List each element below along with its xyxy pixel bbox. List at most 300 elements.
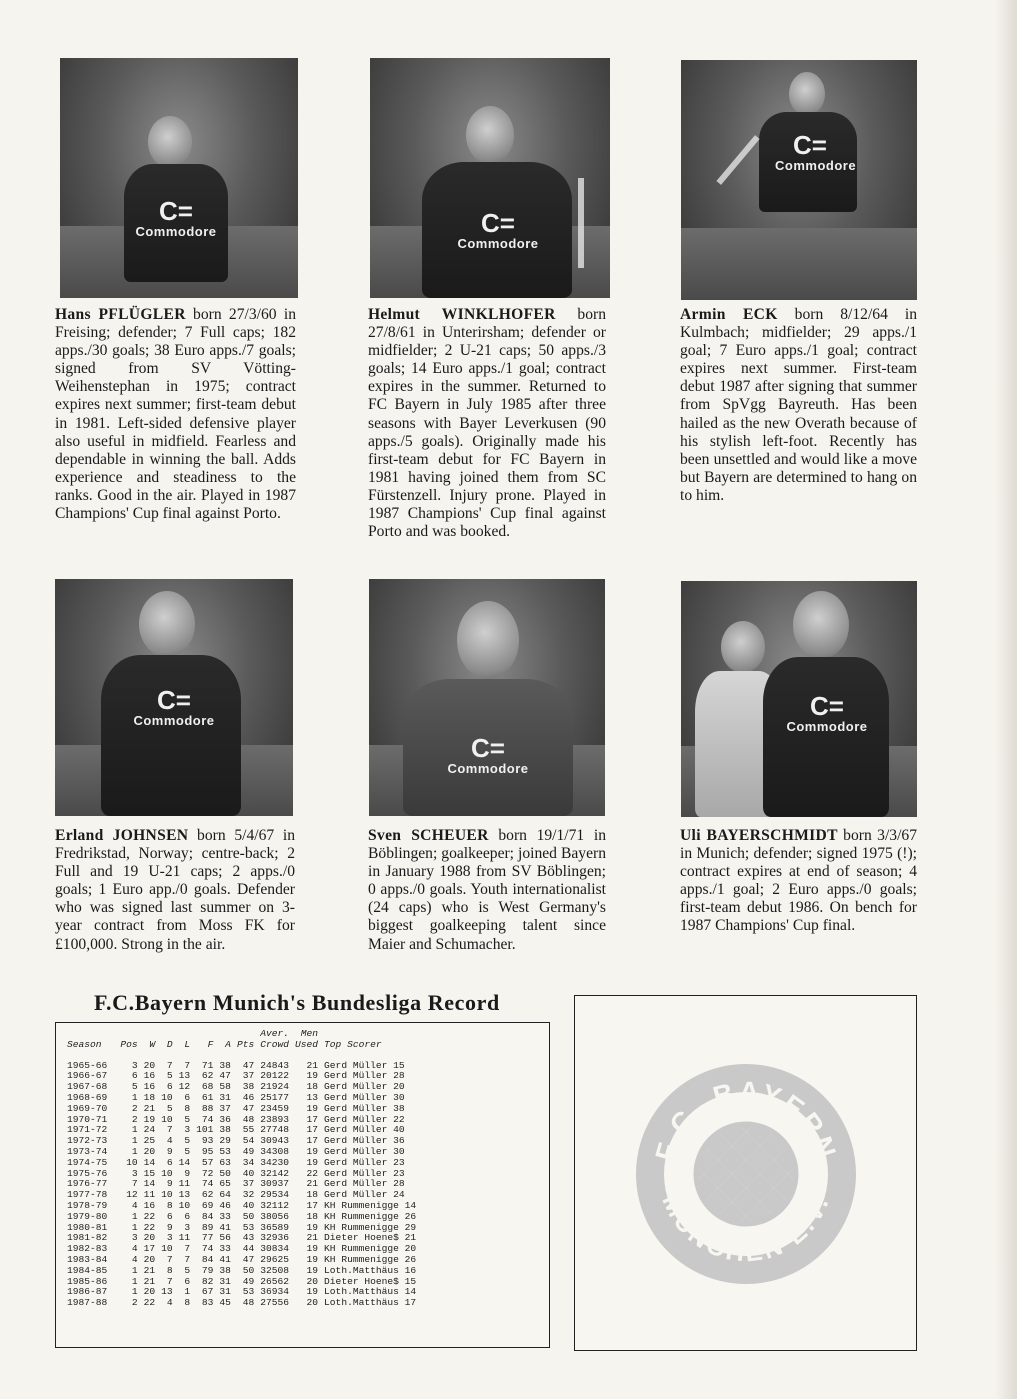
cell-a: 58: [219, 1081, 231, 1093]
cell-l: 14: [178, 1156, 191, 1168]
cell-season: 1973-74: [67, 1145, 108, 1157]
cell-pos: 1: [131, 1124, 138, 1136]
cell-crowd: 34308: [260, 1145, 290, 1157]
cell-f: 74: [201, 1243, 214, 1255]
cell-pos: 1: [131, 1210, 138, 1222]
cell-w: 17: [143, 1243, 156, 1255]
player-bio-text: born 3/3/67 in Munich; defender; signed 1975 (!); contract expires at end of season; 4 apps./1 goal; 2 Euro apps./0 goals; first-team debut 1986. On bench for 1987 Champions' Cup final.: [680, 827, 917, 935]
bio-bayerschmidt: [680, 827, 917, 936]
cell-l: 7: [184, 1253, 191, 1265]
cell-l: 8: [184, 1297, 191, 1309]
cell-a: 31: [219, 1091, 231, 1103]
cell-pos: 1: [131, 1275, 138, 1287]
cell-d: 10: [161, 1091, 173, 1103]
cell-used: 17: [306, 1113, 319, 1125]
header-pos: Pos: [120, 1038, 138, 1050]
cell-w: 20: [143, 1286, 156, 1298]
player-bio-text: born 5/4/67 in Fredrikstad, Norway; centre-back; 2 Full and 19 U-21 caps; 2 apps./0 goals; 1 Euro app./0 goals. Defender who was signed last summer on 3-year contract from Moss FK for £100,000. Strong in the air.: [55, 827, 295, 953]
cell-top-scorer: Gerd Müller 30: [324, 1091, 405, 1103]
table-row: [64, 1104, 419, 1115]
record-table: [64, 1029, 419, 1309]
cell-used: 17: [306, 1135, 319, 1147]
cell-a: 38: [219, 1059, 231, 1071]
sleeve-stripe: [716, 135, 759, 185]
cell-pts: 53: [242, 1221, 255, 1233]
background-player-head: [721, 621, 765, 673]
player-head: [457, 601, 519, 679]
cell-top-scorer: KH Rummenigge 20: [324, 1243, 417, 1255]
cell-pts: 44: [242, 1243, 255, 1255]
table-row: [64, 1158, 419, 1169]
cell-d: 9: [166, 1145, 173, 1157]
cell-top-scorer: KH Rummenigge 26: [324, 1253, 417, 1265]
cell-w: 11: [143, 1189, 156, 1201]
cell-d: 3: [166, 1232, 173, 1244]
cell-pos: 1: [131, 1264, 138, 1276]
cell-w: 14: [143, 1178, 156, 1190]
cell-season: 1976-77: [67, 1178, 108, 1190]
cell-f: 62: [201, 1070, 214, 1082]
cell-f: 93: [201, 1135, 214, 1147]
cell-w: 22: [143, 1297, 156, 1309]
cell-a: 31: [219, 1286, 231, 1298]
cell-pts: 47: [242, 1059, 255, 1071]
cell-top-scorer: KH Rummenigge 14: [324, 1199, 417, 1211]
player-name: Erland JOHNSEN: [55, 827, 189, 844]
cell-l: 6: [184, 1275, 191, 1287]
cell-a: 37: [219, 1102, 231, 1114]
cell-pts: 55: [242, 1124, 255, 1136]
cell-w: 22: [143, 1221, 156, 1233]
cell-top-scorer: Gerd Müller 38: [324, 1102, 405, 1114]
cell-pts: 49: [242, 1145, 255, 1157]
crest-box: [574, 995, 917, 1351]
cell-d: 8: [166, 1199, 173, 1211]
cell-a: 47: [219, 1070, 231, 1082]
cell-pts: 49: [242, 1275, 255, 1287]
cell-f: 77: [201, 1232, 214, 1244]
cell-f: 74: [201, 1113, 214, 1125]
cell-a: 29: [219, 1135, 231, 1147]
header-crowd: Crowd: [260, 1038, 290, 1050]
photo-bayerschmidt: [681, 581, 917, 817]
cell-d: 8: [166, 1264, 173, 1276]
cell-d: 10: [161, 1113, 173, 1125]
cell-d: 4: [166, 1297, 173, 1309]
cell-f: 74: [201, 1178, 214, 1190]
cell-top-scorer: KH Rummenigge 29: [324, 1221, 417, 1233]
cell-pts: 53: [242, 1286, 255, 1298]
cell-f: 95: [201, 1145, 214, 1157]
cell-top-scorer: Gerd Müller 40: [324, 1124, 405, 1136]
header-season: Season: [67, 1038, 102, 1050]
shirt-logo: C= Commodore: [133, 685, 215, 729]
cell-top-scorer: Dieter Hoene$ 21: [324, 1232, 417, 1244]
cell-l: 13: [178, 1189, 191, 1201]
cell-l: 5: [184, 1145, 191, 1157]
cell-l: 5: [184, 1113, 191, 1125]
cell-pos: 2: [131, 1102, 138, 1114]
cell-season: 1983-84: [67, 1253, 108, 1265]
header-men: Men: [300, 1028, 319, 1039]
cell-used: 13: [306, 1091, 319, 1103]
cell-a: 53: [219, 1145, 231, 1157]
bio-scheuer: [368, 827, 606, 954]
shirt-logo: C= Commodore: [447, 733, 529, 777]
cell-d: 4: [166, 1135, 173, 1147]
cell-crowd: 21924: [260, 1081, 290, 1093]
cell-l: 9: [184, 1167, 191, 1179]
header-l: L: [184, 1038, 191, 1050]
cell-top-scorer: Gerd Müller 28: [324, 1070, 405, 1082]
bio-winklhofer: [368, 306, 606, 541]
cell-used: 19: [306, 1243, 319, 1255]
cell-season: 1966-67: [67, 1070, 108, 1082]
cell-used: 19: [306, 1156, 319, 1168]
cell-a: 50: [219, 1167, 231, 1179]
cell-season: 1981-82: [67, 1232, 108, 1244]
cell-crowd: 23459: [260, 1102, 290, 1114]
cell-crowd: 32112: [260, 1199, 290, 1211]
cell-crowd: 29534: [260, 1189, 290, 1201]
cell-season: 1970-71: [67, 1113, 108, 1125]
cell-l: 13: [178, 1070, 191, 1082]
cell-a: 33: [219, 1243, 231, 1255]
cell-season: 1971-72: [67, 1124, 108, 1136]
cell-w: 19: [143, 1113, 156, 1125]
player-head: [789, 72, 825, 116]
header-top-scorer: Top Scorer: [324, 1038, 382, 1050]
cell-season: 1974-75: [67, 1156, 108, 1168]
cell-crowd: 30834: [260, 1243, 290, 1255]
player-name: Hans PFLÜGLER: [55, 306, 186, 323]
cell-d: 10: [161, 1243, 173, 1255]
cell-top-scorer: Gerd Müller 23: [324, 1156, 405, 1168]
cell-crowd: 38056: [260, 1210, 290, 1222]
bio-pflugler: [55, 306, 296, 523]
cell-top-scorer: Gerd Müller 23: [324, 1167, 405, 1179]
cell-w: 16: [143, 1199, 156, 1211]
cell-top-scorer: Loth.Matthäus 17: [324, 1297, 417, 1309]
cell-d: 10: [161, 1189, 173, 1201]
cell-used: 19: [306, 1221, 319, 1233]
cell-season: 1977-78: [67, 1189, 108, 1201]
cell-season: 1982-83: [67, 1243, 108, 1255]
bio-johnsen: [55, 827, 295, 954]
cell-a: 38: [219, 1264, 231, 1276]
header-w: W: [149, 1038, 156, 1050]
cell-a: 46: [219, 1199, 231, 1211]
cell-top-scorer: Loth.Matthäus 14: [324, 1286, 417, 1298]
cell-season: 1975-76: [67, 1167, 108, 1179]
cell-pos: 1: [131, 1135, 138, 1147]
cell-pos: 2: [131, 1113, 138, 1125]
cell-used: 19: [306, 1070, 319, 1082]
cell-used: 18: [306, 1081, 319, 1093]
player-name: Uli BAYERSCHMIDT: [680, 827, 838, 844]
cell-top-scorer: KH Rummenigge 26: [324, 1210, 417, 1222]
cell-crowd: 29625: [260, 1253, 290, 1265]
cell-d: 7: [166, 1275, 173, 1287]
cell-d: 5: [166, 1102, 173, 1114]
table-row: [64, 1212, 419, 1223]
cell-l: 5: [184, 1135, 191, 1147]
player-head: [793, 591, 849, 659]
cell-l: 11: [178, 1178, 191, 1190]
cell-used: 18: [306, 1210, 319, 1222]
cell-f: 61: [201, 1091, 214, 1103]
cell-a: 65: [219, 1178, 231, 1190]
cell-pos: 1: [131, 1286, 138, 1298]
header-d: D: [166, 1038, 173, 1050]
header-a: A: [225, 1038, 231, 1050]
cell-used: 19: [306, 1286, 319, 1298]
cell-d: 7: [166, 1253, 173, 1265]
cell-used: 21: [306, 1059, 319, 1071]
record-table-box: [55, 1022, 550, 1348]
cell-pos: 3: [131, 1167, 138, 1179]
cell-w: 20: [143, 1253, 156, 1265]
cell-top-scorer: Gerd Müller 30: [324, 1145, 405, 1157]
cell-a: 33: [219, 1210, 231, 1222]
cell-f: 79: [201, 1264, 214, 1276]
cell-f: 69: [201, 1199, 214, 1211]
cell-a: 36: [219, 1113, 231, 1125]
cell-pos: 3: [131, 1059, 138, 1071]
cell-crowd: 36589: [260, 1221, 290, 1233]
cell-used: 21: [306, 1178, 319, 1190]
player-bio-text: born 19/1/71 in Böblingen; goalkeeper; joined Bayern in January 1988 from SV Böblingen; 0 apps./0 goals. Youth internationalist (24 caps) who is West Germany's biggest goalkeeping talent since Maier and Schumacher.: [368, 827, 606, 953]
cell-a: 56: [219, 1232, 231, 1244]
cell-a: 45: [219, 1297, 231, 1309]
cell-d: 6: [166, 1210, 173, 1222]
cell-pts: 48: [242, 1113, 255, 1125]
player-head: [139, 591, 195, 657]
cell-used: 17: [306, 1199, 319, 1211]
bio-eck: [680, 306, 917, 505]
cell-pts: 32: [242, 1189, 255, 1201]
cell-f: 84: [201, 1253, 214, 1265]
cell-crowd: 27556: [260, 1297, 290, 1309]
player-bio-text: born 8/12/64 in Kulmbach; midfielder; 29 apps./1 goal; 7 Euro apps./1 goal; contract expires next summer. First-team debut 1987 after signing that summer from SpVgg Bayreuth. Has been hailed as the new Overath because of his stylish left-foot. Recently has been unsettled and would like a move but Bayern are determined to hang on to him.: [680, 306, 917, 504]
cell-w: 20: [143, 1145, 156, 1157]
table-header-row: [64, 1040, 419, 1051]
cell-l: 6: [184, 1210, 191, 1222]
cell-crowd: 20122: [260, 1070, 290, 1082]
cell-pos: 4: [131, 1199, 138, 1211]
player-name: Armin ECK: [680, 306, 778, 323]
crest-top-text: F.C. BAYERN: [649, 1075, 843, 1165]
cell-used: 19: [306, 1253, 319, 1265]
cell-crowd: 26562: [260, 1275, 290, 1287]
cell-f: 57: [201, 1156, 214, 1168]
cell-f: 72: [201, 1167, 214, 1179]
cell-w: 18: [143, 1091, 156, 1103]
cell-pts: 46: [242, 1091, 255, 1103]
cell-crowd: 36934: [260, 1286, 290, 1298]
shirt-logo: C= Commodore: [135, 196, 217, 240]
photo-background: [681, 228, 917, 300]
cell-w: 21: [143, 1102, 156, 1114]
cell-a: 31: [219, 1275, 231, 1287]
cell-top-scorer: Gerd Müller 15: [324, 1059, 405, 1071]
cell-pts: 43: [242, 1232, 255, 1244]
cell-l: 10: [178, 1199, 191, 1211]
cell-used: 20: [306, 1297, 319, 1309]
cell-l: 3: [184, 1124, 191, 1136]
photo-winklhofer: [370, 58, 610, 298]
cell-season: 1984-85: [67, 1264, 108, 1276]
cell-f: 89: [201, 1221, 214, 1233]
cell-pos: 6: [131, 1070, 138, 1082]
cell-used: 19: [306, 1145, 319, 1157]
cell-d: 13: [161, 1286, 173, 1298]
cell-season: 1969-70: [67, 1102, 108, 1114]
cell-w: 25: [143, 1135, 156, 1147]
cell-used: 20: [306, 1275, 319, 1287]
cell-used: 22: [306, 1167, 319, 1179]
header-used: Used: [295, 1038, 319, 1050]
cell-pos: 3: [131, 1232, 138, 1244]
cell-f: 62: [201, 1189, 214, 1201]
cell-season: 1987-88: [67, 1297, 108, 1309]
cell-pts: 54: [242, 1135, 255, 1147]
cell-d: 7: [166, 1059, 173, 1071]
player-torso: [763, 657, 889, 817]
cell-pts: 34: [242, 1156, 255, 1168]
record-title: F.C.Bayern Munich's Bundesliga Record: [94, 990, 500, 1015]
cell-f: 83: [201, 1297, 214, 1309]
cell-a: 63: [219, 1156, 231, 1168]
header-f: F: [207, 1038, 214, 1050]
photo-eck: [681, 60, 917, 300]
cell-top-scorer: Gerd Müller 20: [324, 1081, 405, 1093]
cell-pts: 47: [242, 1102, 255, 1114]
cell-season: 1972-73: [67, 1135, 108, 1147]
cell-top-scorer: Loth.Matthäus 16: [324, 1264, 417, 1276]
cell-f: 82: [201, 1275, 214, 1287]
player-torso: [101, 655, 241, 816]
cell-w: 16: [143, 1070, 156, 1082]
cell-crowd: 24843: [260, 1059, 290, 1071]
cell-w: 22: [143, 1210, 156, 1222]
cell-crowd: 27748: [260, 1124, 290, 1136]
cell-pos: 10: [126, 1156, 138, 1168]
cell-crowd: 32142: [260, 1167, 290, 1179]
player-name: Sven SCHEUER: [368, 827, 489, 844]
cell-f: 88: [201, 1102, 214, 1114]
table-row: [64, 1298, 419, 1309]
cell-l: 1: [184, 1286, 191, 1298]
cell-l: 7: [184, 1059, 191, 1071]
cell-season: 1968-69: [67, 1091, 108, 1103]
cell-f: 101: [196, 1124, 214, 1136]
cell-l: 8: [184, 1102, 191, 1114]
cell-d: 9: [166, 1221, 173, 1233]
cell-season: 1986-87: [67, 1286, 108, 1298]
cell-f: 84: [201, 1210, 214, 1222]
cell-f: 68: [201, 1081, 214, 1093]
player-bio-text: born 27/3/60 in Freising; defender; 7 Full caps; 182 apps./30 goals; 38 Euro apps./7 goals; signed from SV Vötting-Weihenstephan in 1975; contract expires next summer; first-team debut in 1981. Left-sided defensive player also useful in midfield. Fearless and dependable in winning the ball. Adds experience and steadiness to the ranks. Good in the air. Played in 1987 Champions' Cup final against Porto.: [55, 306, 296, 523]
cell-w: 20: [143, 1232, 156, 1244]
cell-crowd: 34230: [260, 1156, 290, 1168]
shirt-logo: C= Commodore: [786, 691, 868, 735]
player-bio-text: born 27/8/61 in Unterirsham; defender or midfielder; 2 U-21 caps; 50 apps./3 goals; 14 Euro apps./1 goal; contract expires in the summer. Returned to FC Bayern in July 1985 after three seasons with Bayer Leverkusen (90 apps./5 goals). Originally made his first-team debut for FC Bayern in 1981 having joined them from SC Fürstenzell. Injury prone. Played in 1987 Champions' Cup final against Porto and was booked.: [368, 306, 606, 541]
cell-a: 38: [219, 1124, 231, 1136]
cell-pts: 47: [242, 1253, 255, 1265]
cell-pts: 50: [242, 1264, 255, 1276]
cell-crowd: 30937: [260, 1178, 290, 1190]
cell-l: 11: [178, 1232, 191, 1244]
cell-a: 41: [219, 1253, 231, 1265]
page-edge: [995, 0, 1017, 1399]
cell-w: 14: [143, 1156, 156, 1168]
cell-used: 19: [306, 1102, 319, 1114]
cell-season: 1967-68: [67, 1081, 108, 1093]
cell-d: 6: [166, 1156, 173, 1168]
cell-pos: 4: [131, 1253, 138, 1265]
cell-w: 24: [143, 1124, 156, 1136]
cell-f: 71: [201, 1059, 214, 1071]
shirt-logo: C= Commodore: [775, 130, 857, 174]
cell-l: 5: [184, 1264, 191, 1276]
cell-d: 9: [166, 1178, 173, 1190]
cell-a: 41: [219, 1221, 231, 1233]
cell-top-scorer: Gerd Müller 22: [324, 1113, 405, 1125]
cell-crowd: 32936: [260, 1232, 290, 1244]
cell-pts: 38: [242, 1081, 255, 1093]
cell-w: 21: [143, 1275, 156, 1287]
cell-season: 1980-81: [67, 1221, 108, 1233]
cell-used: 21: [306, 1232, 319, 1244]
cell-pos: 5: [131, 1081, 138, 1093]
cell-crowd: 32508: [260, 1264, 290, 1276]
cell-d: 7: [166, 1124, 173, 1136]
cell-pos: 1: [131, 1221, 138, 1233]
cell-f: 67: [201, 1286, 214, 1298]
cell-pos: 1: [131, 1145, 138, 1157]
photo-scheuer: [369, 579, 605, 816]
cell-pts: 37: [242, 1070, 255, 1082]
table-row: [64, 1266, 419, 1277]
cell-pos: 12: [126, 1189, 138, 1201]
cell-pts: 40: [242, 1199, 255, 1211]
cell-w: 20: [143, 1059, 156, 1071]
fc-bayern-crest: [575, 996, 918, 1352]
cell-w: 16: [143, 1081, 156, 1093]
crest-bottom-text: MÜNCHEN E.V.: [656, 1188, 836, 1268]
cell-pts: 48: [242, 1297, 255, 1309]
cell-l: 6: [184, 1091, 191, 1103]
photo-pflugler: [60, 58, 298, 298]
cell-l: 12: [178, 1081, 191, 1093]
cell-season: 1985-86: [67, 1275, 108, 1287]
cell-a: 64: [219, 1189, 231, 1201]
cell-l: 3: [184, 1221, 191, 1233]
shirt-logo: C= Commodore: [457, 208, 539, 252]
cell-top-scorer: Gerd Müller 36: [324, 1135, 405, 1147]
player-head: [466, 106, 514, 164]
cell-crowd: 30943: [260, 1135, 290, 1147]
cell-pts: 37: [242, 1178, 255, 1190]
cell-d: 5: [166, 1070, 173, 1082]
cell-top-scorer: Gerd Müller 24: [324, 1189, 405, 1201]
cell-w: 21: [143, 1264, 156, 1276]
cell-pos: 4: [131, 1243, 138, 1255]
cell-pos: 2: [131, 1297, 138, 1309]
cell-season: 1978-79: [67, 1199, 108, 1211]
cell-season: 1965-66: [67, 1059, 108, 1071]
